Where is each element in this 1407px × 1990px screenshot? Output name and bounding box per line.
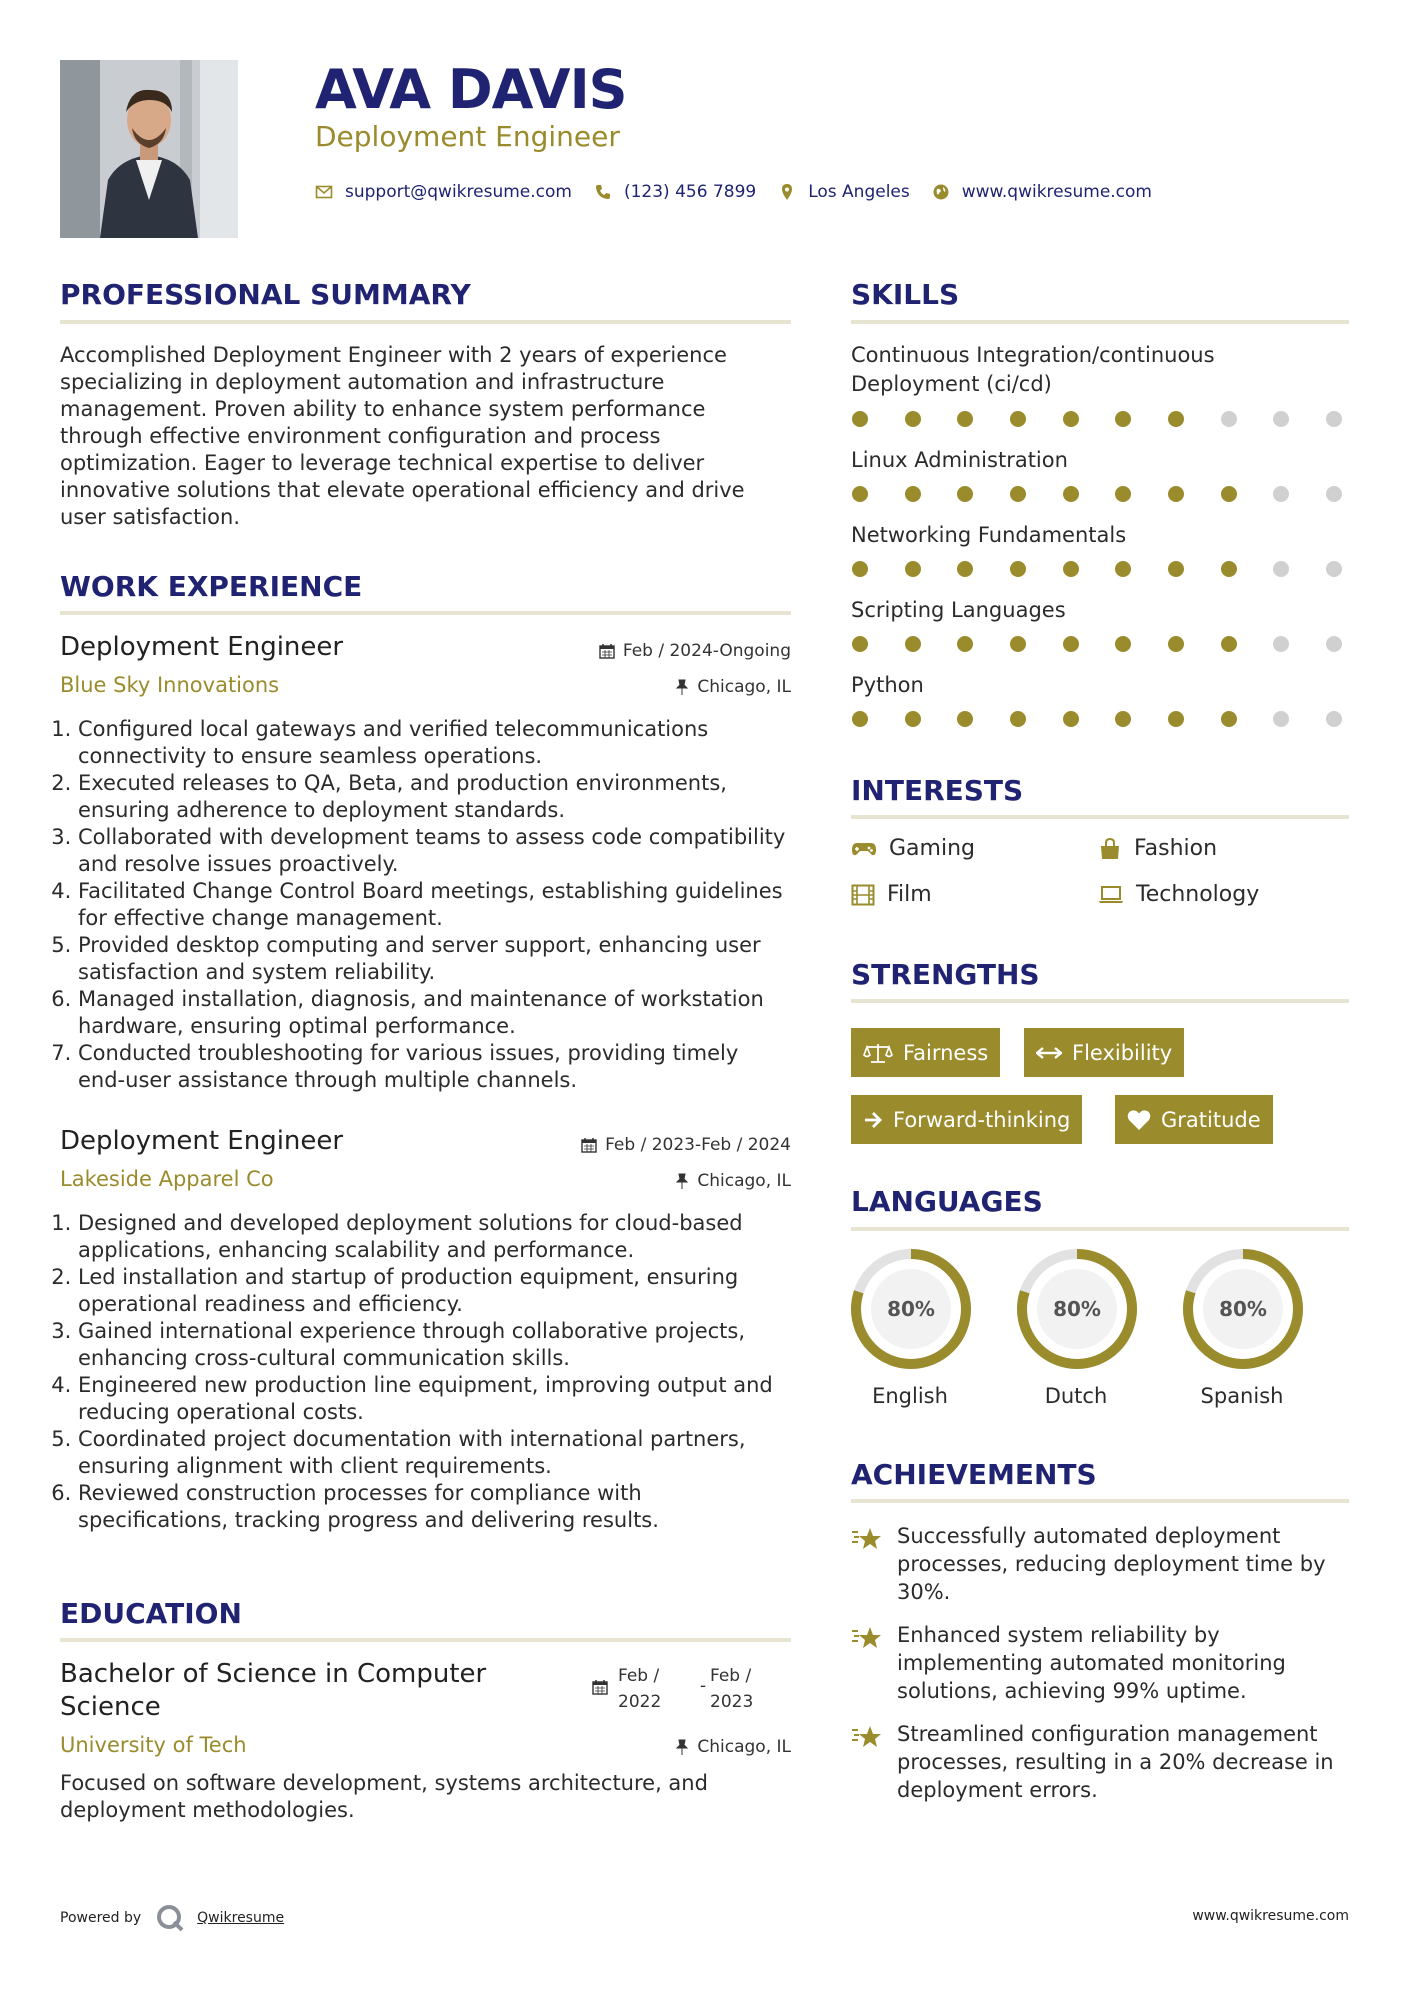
job-date bbox=[500, 1135, 791, 1155]
rating-dot-filled bbox=[1168, 411, 1184, 427]
rating-dot-empty bbox=[1326, 411, 1342, 427]
strengths-heading: STRENGTHS bbox=[851, 958, 1040, 991]
rating-dot-filled bbox=[1063, 561, 1079, 577]
rating-dot-filled bbox=[905, 561, 921, 577]
rating-dot-filled bbox=[957, 486, 973, 502]
envelope-icon bbox=[315, 183, 333, 201]
interest-label: Film bbox=[887, 882, 932, 907]
job-bullet: 1. Configured local gateways and verified telecommunications connectivity to ensure seamless operations. bbox=[78, 716, 791, 770]
qwikresume-logo-icon bbox=[155, 1903, 185, 1933]
job-bullet: 6. Managed installation, diagnosis, and maintenance of workstation hardware, ensuring optimal performance. bbox=[78, 986, 791, 1040]
achievement-text: Successfully automated deployment processes, reducing deployment time by 30%. bbox=[897, 1524, 1326, 1604]
rating-dot-filled bbox=[905, 411, 921, 427]
achievement-item bbox=[851, 1720, 1349, 1804]
job-title: Deployment Engineer bbox=[60, 632, 344, 662]
phone-icon bbox=[594, 183, 612, 201]
arrow-right-icon bbox=[863, 1111, 883, 1129]
language-name: Dutch bbox=[1044, 1384, 1108, 1408]
rating-dot-empty bbox=[1326, 636, 1342, 652]
rating-dot-filled bbox=[1063, 486, 1079, 502]
strengths-divider bbox=[851, 999, 1349, 1003]
interest-fashion bbox=[1098, 836, 1217, 861]
phone-text: (123) 456 7899 bbox=[623, 182, 757, 202]
edu-date-separator: - bbox=[700, 1676, 707, 1696]
rating-dot-filled bbox=[1063, 411, 1079, 427]
edu-date-end-line1: Feb / bbox=[710, 1666, 752, 1686]
skill-name: Networking Fundamentals bbox=[851, 523, 1127, 547]
rating-dot-filled bbox=[905, 711, 921, 727]
rating-dot-filled bbox=[852, 561, 868, 577]
skill-rating bbox=[852, 711, 1342, 727]
interests-heading: INTERESTS bbox=[851, 774, 1024, 807]
contact-email[interactable] bbox=[315, 182, 572, 202]
job-date bbox=[500, 641, 791, 661]
candidate-title: Deployment Engineer bbox=[315, 120, 620, 153]
rating-dot-filled bbox=[1010, 411, 1026, 427]
work-divider bbox=[60, 611, 791, 615]
balance-scale-icon bbox=[863, 1042, 893, 1064]
skill-name: Continuous Integration/continuous Deployment (ci/cd) bbox=[851, 343, 1215, 396]
education-description: Focused on software development, systems architecture, and deployment methodologies. bbox=[60, 1771, 708, 1822]
skills-heading: SKILLS bbox=[851, 278, 960, 311]
strength-badge bbox=[1115, 1095, 1273, 1144]
rating-dot-filled bbox=[1221, 486, 1237, 502]
rating-dot-filled bbox=[1168, 561, 1184, 577]
rating-dot-empty bbox=[1326, 486, 1342, 502]
rating-dot-empty bbox=[1326, 561, 1342, 577]
rating-dot-filled bbox=[905, 636, 921, 652]
pushpin-icon bbox=[675, 1739, 689, 1755]
map-pin-icon bbox=[778, 183, 796, 201]
interest-gaming bbox=[851, 836, 975, 861]
language-percent: 80% bbox=[887, 1297, 935, 1321]
interest-label: Fashion bbox=[1134, 836, 1218, 861]
pushpin-icon bbox=[675, 679, 689, 695]
globe-icon bbox=[932, 183, 950, 201]
job-bullet: 5. Provided desktop computing and server support, enhancing user satisfaction and system reliability. bbox=[78, 932, 791, 986]
languages-divider bbox=[851, 1227, 1349, 1231]
interest-technology bbox=[1098, 882, 1259, 907]
contact-phone[interactable] bbox=[594, 182, 756, 202]
shopping-bag-icon bbox=[1098, 838, 1122, 860]
rating-dot-filled bbox=[1010, 561, 1026, 577]
job-location-text: Chicago, IL bbox=[697, 677, 791, 697]
job-bullet: 3. Collaborated with development teams to assess code compatibility and resolve issues proactively. bbox=[78, 824, 791, 878]
rating-dot-filled bbox=[957, 711, 973, 727]
job-bullet: 2. Executed releases to QA, Beta, and production environments, ensuring adherence to deployment standards. bbox=[78, 770, 791, 824]
rating-dot-filled bbox=[1168, 636, 1184, 652]
rating-dot-filled bbox=[1221, 561, 1237, 577]
rating-dot-filled bbox=[852, 636, 868, 652]
achievements-heading: ACHIEVEMENTS bbox=[851, 1458, 1097, 1491]
job-company: Lakeside Apparel Co bbox=[60, 1167, 274, 1191]
rating-dot-filled bbox=[905, 486, 921, 502]
location-text: Los Angeles bbox=[808, 182, 910, 202]
job-bullet: 6. Reviewed construction processes for compliance with specifications, tracking progress and delivering results. bbox=[78, 1480, 791, 1534]
job-bullet: 2. Led installation and startup of production equipment, ensuring operational readiness and efficiency. bbox=[78, 1264, 791, 1318]
strength-label: Fairness bbox=[903, 1040, 989, 1065]
job-bullet: 4. Engineered new production line equipment, improving output and reducing operational costs. bbox=[78, 1372, 791, 1426]
language-ring bbox=[1016, 1248, 1138, 1370]
rating-dot-filled bbox=[1168, 711, 1184, 727]
interests-divider bbox=[851, 815, 1349, 819]
arrows-horizontal-icon bbox=[1036, 1045, 1062, 1061]
job-company: Blue Sky Innovations bbox=[60, 673, 280, 697]
strength-label: Gratitude bbox=[1161, 1107, 1261, 1132]
rating-dot-empty bbox=[1221, 411, 1237, 427]
rating-dot-filled bbox=[1010, 636, 1026, 652]
strength-label: Flexibility bbox=[1072, 1040, 1173, 1065]
skill-name: Python bbox=[851, 673, 924, 697]
rating-dot-filled bbox=[1063, 711, 1079, 727]
language-progress-ring bbox=[1016, 1248, 1138, 1370]
laptop-icon bbox=[1098, 885, 1124, 905]
summary-divider bbox=[60, 320, 791, 324]
rating-dot-filled bbox=[1063, 636, 1079, 652]
strength-badge bbox=[851, 1095, 1082, 1144]
job-location bbox=[500, 677, 791, 697]
star-award-icon bbox=[851, 1625, 883, 1651]
interest-label: Technology bbox=[1136, 882, 1260, 907]
rating-dot-empty bbox=[1273, 411, 1289, 427]
strength-label: Forward-thinking bbox=[893, 1107, 1071, 1132]
rating-dot-filled bbox=[1115, 486, 1131, 502]
contact-website[interactable] bbox=[932, 182, 1152, 202]
website-text: www.qwikresume.com bbox=[961, 182, 1152, 202]
rating-dot-filled bbox=[852, 486, 868, 502]
film-icon bbox=[851, 884, 875, 906]
education-location bbox=[500, 1737, 791, 1757]
footer-website[interactable]: www.qwikresume.com bbox=[1192, 1908, 1349, 1924]
calendar-icon bbox=[592, 1679, 608, 1695]
rating-dot-empty bbox=[1326, 711, 1342, 727]
skill-rating bbox=[852, 486, 1342, 502]
skill-rating bbox=[852, 636, 1342, 652]
rating-dot-filled bbox=[1115, 411, 1131, 427]
education-location-text: Chicago, IL bbox=[697, 1737, 791, 1757]
rating-dot-empty bbox=[1273, 711, 1289, 727]
rating-dot-filled bbox=[852, 711, 868, 727]
language-percent: 80% bbox=[1219, 1297, 1267, 1321]
rating-dot-filled bbox=[1010, 486, 1026, 502]
contact-location bbox=[778, 182, 910, 202]
gamepad-icon bbox=[851, 840, 877, 858]
language-name: Spanish bbox=[1200, 1384, 1284, 1408]
job-bullets bbox=[60, 716, 791, 1094]
job-bullet: 7. Conducted troubleshooting for various issues, providing timely end-user assistance through multiple channels. bbox=[78, 1040, 791, 1094]
language-ring bbox=[1182, 1248, 1304, 1370]
language-ring bbox=[850, 1248, 972, 1370]
interest-label: Gaming bbox=[889, 836, 975, 861]
job-title: Deployment Engineer bbox=[60, 1126, 344, 1156]
skill-name: Linux Administration bbox=[851, 448, 1068, 472]
achievement-item bbox=[851, 1621, 1349, 1705]
summary-heading: PROFESSIONAL SUMMARY bbox=[60, 278, 471, 311]
achievement-text: Enhanced system reliability by implementing automated monitoring solutions, achieving 99% uptime. bbox=[897, 1623, 1286, 1703]
rating-dot-filled bbox=[1221, 636, 1237, 652]
footer-powered bbox=[60, 1903, 284, 1933]
edu-date-start-line2: 2022 bbox=[618, 1692, 662, 1712]
rating-dot-filled bbox=[852, 411, 868, 427]
rating-dot-empty bbox=[1273, 486, 1289, 502]
work-heading: WORK EXPERIENCE bbox=[60, 570, 363, 603]
strength-badge bbox=[851, 1028, 1000, 1077]
rating-dot-filled bbox=[1115, 636, 1131, 652]
calendar-icon bbox=[599, 643, 615, 659]
rating-dot-filled bbox=[957, 411, 973, 427]
achievement-text: Streamlined configuration management processes, resulting in a 20% decrease in deployment errors. bbox=[897, 1722, 1334, 1802]
rating-dot-empty bbox=[1273, 636, 1289, 652]
qwikresume-link[interactable]: Qwikresume bbox=[197, 1910, 285, 1926]
achievement-item bbox=[851, 1522, 1349, 1606]
job-location bbox=[500, 1171, 791, 1191]
edu-date-end-line2: 2023 bbox=[710, 1692, 754, 1712]
degree-title: Bachelor of Science in Computer Science bbox=[60, 1659, 487, 1722]
candidate-name: AVA DAVIS bbox=[315, 58, 627, 121]
school-name: University of Tech bbox=[60, 1733, 247, 1757]
education-divider bbox=[60, 1638, 791, 1642]
language-progress-ring bbox=[1182, 1248, 1304, 1370]
achievements-divider bbox=[851, 1499, 1349, 1503]
skills-divider bbox=[851, 320, 1349, 324]
skill-name: Scripting Languages bbox=[851, 598, 1066, 622]
pushpin-icon bbox=[675, 1173, 689, 1189]
education-heading: EDUCATION bbox=[60, 1597, 242, 1630]
star-award-icon bbox=[851, 1724, 883, 1750]
heart-icon bbox=[1127, 1109, 1151, 1131]
language-progress-ring bbox=[850, 1248, 972, 1370]
education-date bbox=[590, 1663, 790, 1711]
email-text: support@qwikresume.com bbox=[345, 182, 572, 202]
job-bullet: 5. Coordinated project documentation with international partners, ensuring alignment with client requirements. bbox=[78, 1426, 791, 1480]
powered-by-text: Powered by bbox=[60, 1910, 142, 1926]
job-bullet: 3. Gained international experience through collaborative projects, enhancing cross-cultural communication skills. bbox=[78, 1318, 791, 1372]
rating-dot-filled bbox=[1010, 711, 1026, 727]
rating-dot-empty bbox=[1273, 561, 1289, 577]
contact-bar bbox=[315, 180, 1174, 204]
job-bullet: 1. Designed and developed deployment solutions for cloud-based applications, enhancing scalability and performance. bbox=[78, 1210, 791, 1264]
strength-badge bbox=[1024, 1028, 1184, 1077]
rating-dot-filled bbox=[1221, 711, 1237, 727]
summary-text: Accomplished Deployment Engineer with 2 years of experience specializing in deployment automation and infrastructure management. Proven ability to enhance system performance through effective environment configuration and process optimization. Eager to leverage technical expertise to deliver innovative solutions that elevate operational efficiency and drive user satisfaction. bbox=[60, 343, 745, 529]
skill-rating bbox=[852, 411, 1342, 427]
rating-dot-filled bbox=[957, 636, 973, 652]
job-bullet: 4. Facilitated Change Control Board meetings, establishing guidelines for effective change management. bbox=[78, 878, 791, 932]
languages-heading: LANGUAGES bbox=[851, 1185, 1043, 1218]
rating-dot-filled bbox=[1168, 486, 1184, 502]
language-name: English bbox=[872, 1384, 948, 1408]
language-percent: 80% bbox=[1053, 1297, 1101, 1321]
job-date-text: Feb / 2023-Feb / 2024 bbox=[605, 1135, 791, 1155]
job-location-text: Chicago, IL bbox=[697, 1171, 791, 1191]
rating-dot-filled bbox=[1115, 561, 1131, 577]
job-date-text: Feb / 2024-Ongoing bbox=[622, 641, 791, 661]
star-award-icon bbox=[851, 1526, 883, 1552]
edu-date-start-line1: Feb / bbox=[618, 1666, 660, 1686]
rating-dot-filled bbox=[957, 561, 973, 577]
rating-dot-filled bbox=[1115, 711, 1131, 727]
profile-photo bbox=[60, 60, 238, 238]
skill-rating bbox=[852, 561, 1342, 577]
job-bullets bbox=[60, 1210, 791, 1534]
interest-film bbox=[851, 882, 932, 907]
calendar-icon bbox=[581, 1137, 597, 1153]
